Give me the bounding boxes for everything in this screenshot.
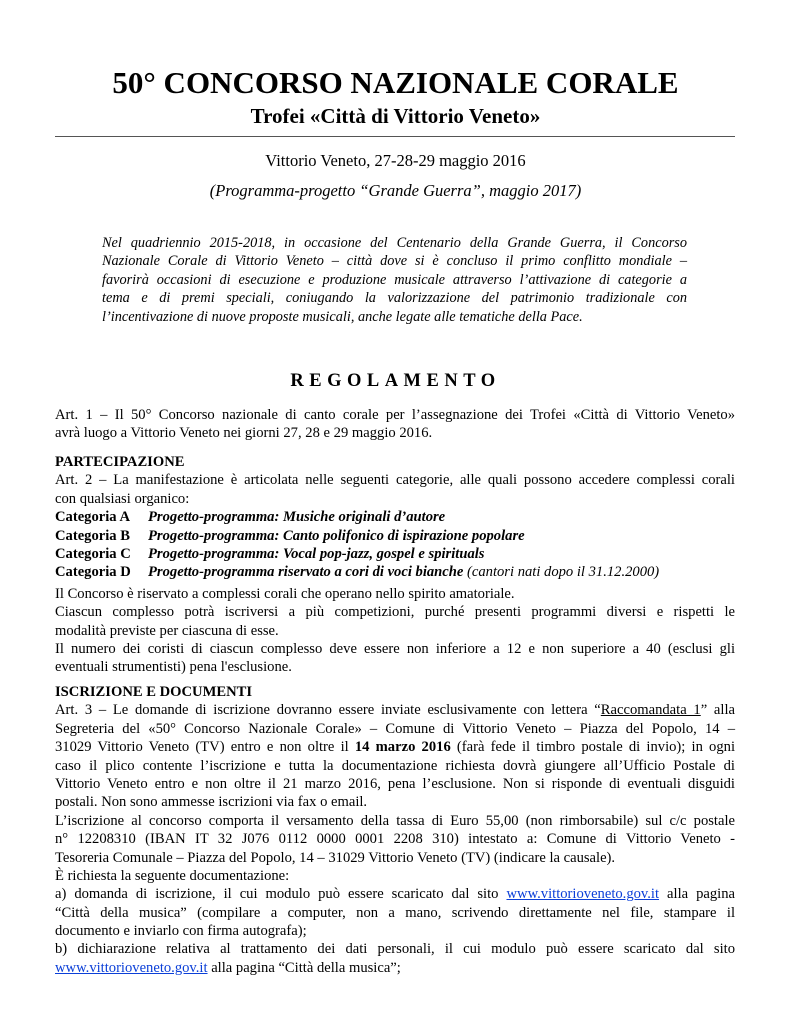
- intro-line: favorirà occasioni di esecuzione e produzione musicale attraverso l’attivazione di categorie a: [102, 271, 687, 288]
- category-row: [55, 563, 735, 581]
- article-line: Tesoreria Comunale – Piazza del Popolo, 14 – 31029 Vittorio Veneto (TV) (indicare la causale).: [55, 849, 616, 866]
- rule-line: modalità previste per ciascuna di esse.: [55, 622, 279, 639]
- intro-line: tema e di premi speciali, coniugando la valorizzazione del patrimonio tradizionale con: [102, 290, 687, 307]
- category-text: Progetto-programma riservato a cori di voci bianche: [148, 564, 464, 581]
- raccomandata-text: Raccomandata 1: [600, 702, 701, 719]
- text-run: (farà fede il timbro postale di invio); in ogni: [450, 739, 735, 756]
- category-label: Categoria B: [55, 527, 130, 544]
- website-link[interactable]: www.vittorioveneto.gov.it: [506, 886, 660, 903]
- intro-line: Nel quadriennio 2015-2018, in occasione del Centenario della Grande Guerra, il Concorso: [102, 235, 687, 251]
- rule-line: Ciascun complesso potrà iscriversi a più competizioni, purché presenti programmi diversi e rispetti le: [55, 604, 735, 621]
- event-dates: Vittorio Veneto, 27-28-29 maggio 2016: [265, 151, 526, 170]
- article-line: [55, 885, 735, 903]
- article-line: n° 12208310 (IBAN IT 32 J076 0112 0000 0001 2208 310) intestato a: Comune di Vittorio Veneto -: [55, 831, 735, 848]
- text-run: alla pagina: [659, 886, 736, 903]
- article-line: L’iscrizione al concorso comporta il versamento della tassa di Euro 55,00 (non rimborsabile) sul c/c postale: [55, 812, 735, 829]
- article-line: [55, 959, 735, 977]
- intro-line: l’incentivazione di nuove proposte musicali, anche legate alle tematiche della Pace.: [102, 308, 583, 325]
- article-line: con qualsiasi organico:: [55, 490, 190, 507]
- article-line: [55, 701, 735, 719]
- section-iscrizione: [55, 683, 735, 977]
- article-line: [55, 738, 735, 756]
- article-line: caso il plico contente l’iscrizione e tutta la documentazione richiesta dovrà giungere all’Ufficio Postale di: [55, 757, 735, 774]
- article-line: “Città della musica” (compilare a computer, non a mano, scrivendo direttamente nel file, stampare il: [55, 904, 735, 921]
- article-line: postali. Non sono ammesse iscrizioni via fax o email.: [55, 794, 368, 811]
- section-title: PARTECIPAZIONE: [55, 454, 185, 470]
- intro-paragraph: [102, 234, 687, 326]
- article-line: Art. 2 – La manifestazione è articolata nelle seguenti categorie, alle quali possono accedere complessi corali: [55, 472, 735, 489]
- category-row: [55, 508, 735, 526]
- text-run: alla pagina “Città della musica”;: [207, 959, 401, 976]
- category-label: Categoria A: [55, 509, 130, 526]
- page-subtitle: Trofei «Città di Vittorio Veneto»: [250, 104, 541, 128]
- article-line: documento e inviarlo con firma autografa);: [55, 923, 307, 940]
- category-row: [55, 545, 735, 563]
- section-partecipazione: [55, 453, 735, 677]
- category-row: [55, 527, 735, 545]
- deadline-date: 14 marzo 2016: [354, 739, 451, 756]
- article-line: avrà luogo a Vittorio Veneto nei giorni 27, 28 e 29 maggio 2016.: [55, 425, 433, 442]
- article-line: Segreteria del «50° Concorso Nazionale Corale» – Comune di Vittorio Veneto – Piazza del Popolo, 14 –: [55, 720, 735, 737]
- article-line: Art. 1 – Il 50° Concorso nazionale di canto corale per l’assegnazione dei Trofei «Città di Vittorio Veneto»: [55, 407, 735, 423]
- title-divider: [55, 136, 735, 137]
- article-line: b) dichiarazione relativa al trattamento dei dati personali, il cui modulo può essere scaricato dal sito: [55, 941, 735, 958]
- program-note: (Programma-progetto “Grande Guerra”, maggio 2017): [209, 181, 582, 200]
- text-run: a) domanda di iscrizione, il cui modulo può essere scaricato dal sito: [55, 886, 507, 903]
- article-line: Vittorio Veneto entro e non oltre il 21 marzo 2016, pena l’esclusione. Non si risponde di eventuali disguidi: [55, 775, 735, 792]
- category-text: Progetto-programma: Canto polifonico di ispirazione popolare: [148, 527, 525, 544]
- text-run: ” alla: [700, 702, 735, 719]
- page-title: 50° CONCORSO NAZIONALE CORALE: [112, 65, 679, 100]
- section-heading-regolamento: REGOLAMENTO: [290, 371, 501, 391]
- rule-line: eventuali strumentisti) pena l'esclusione.: [55, 659, 292, 676]
- article-1: [55, 406, 735, 443]
- intro-line: Nazionale Corale di Vittorio Veneto – città dove si è concluso il primo conflitto mondiale –: [102, 253, 687, 270]
- text-run: Art. 3 – Le domande di iscrizione dovranno essere inviate esclusivamente con lettera “: [55, 702, 601, 719]
- rule-line: Il numero dei coristi di ciascun complesso deve essere non inferiore a 12 e non superiore a 40 (esclusi gli: [55, 640, 735, 657]
- website-link[interactable]: www.vittorioveneto.gov.it: [55, 959, 208, 976]
- section-title: ISCRIZIONE E DOCUMENTI: [55, 684, 253, 700]
- text-run: 31029 Vittorio Veneto (TV) entro e non oltre il: [55, 739, 355, 756]
- category-label: Categoria D: [55, 564, 131, 581]
- category-note: (cantori nati dopo il 31.12.2000): [463, 564, 660, 581]
- rule-line: Il Concorso è riservato a complessi corali che operano nello spirito amatoriale.: [55, 585, 515, 602]
- category-text: Progetto-programma: Vocal pop-jazz, gospel e spirituals: [148, 545, 485, 562]
- category-label: Categoria C: [55, 545, 131, 562]
- category-text: Progetto-programma: Musiche originali d’autore: [148, 509, 446, 526]
- article-line: È richiesta la seguente documentazione:: [55, 867, 290, 884]
